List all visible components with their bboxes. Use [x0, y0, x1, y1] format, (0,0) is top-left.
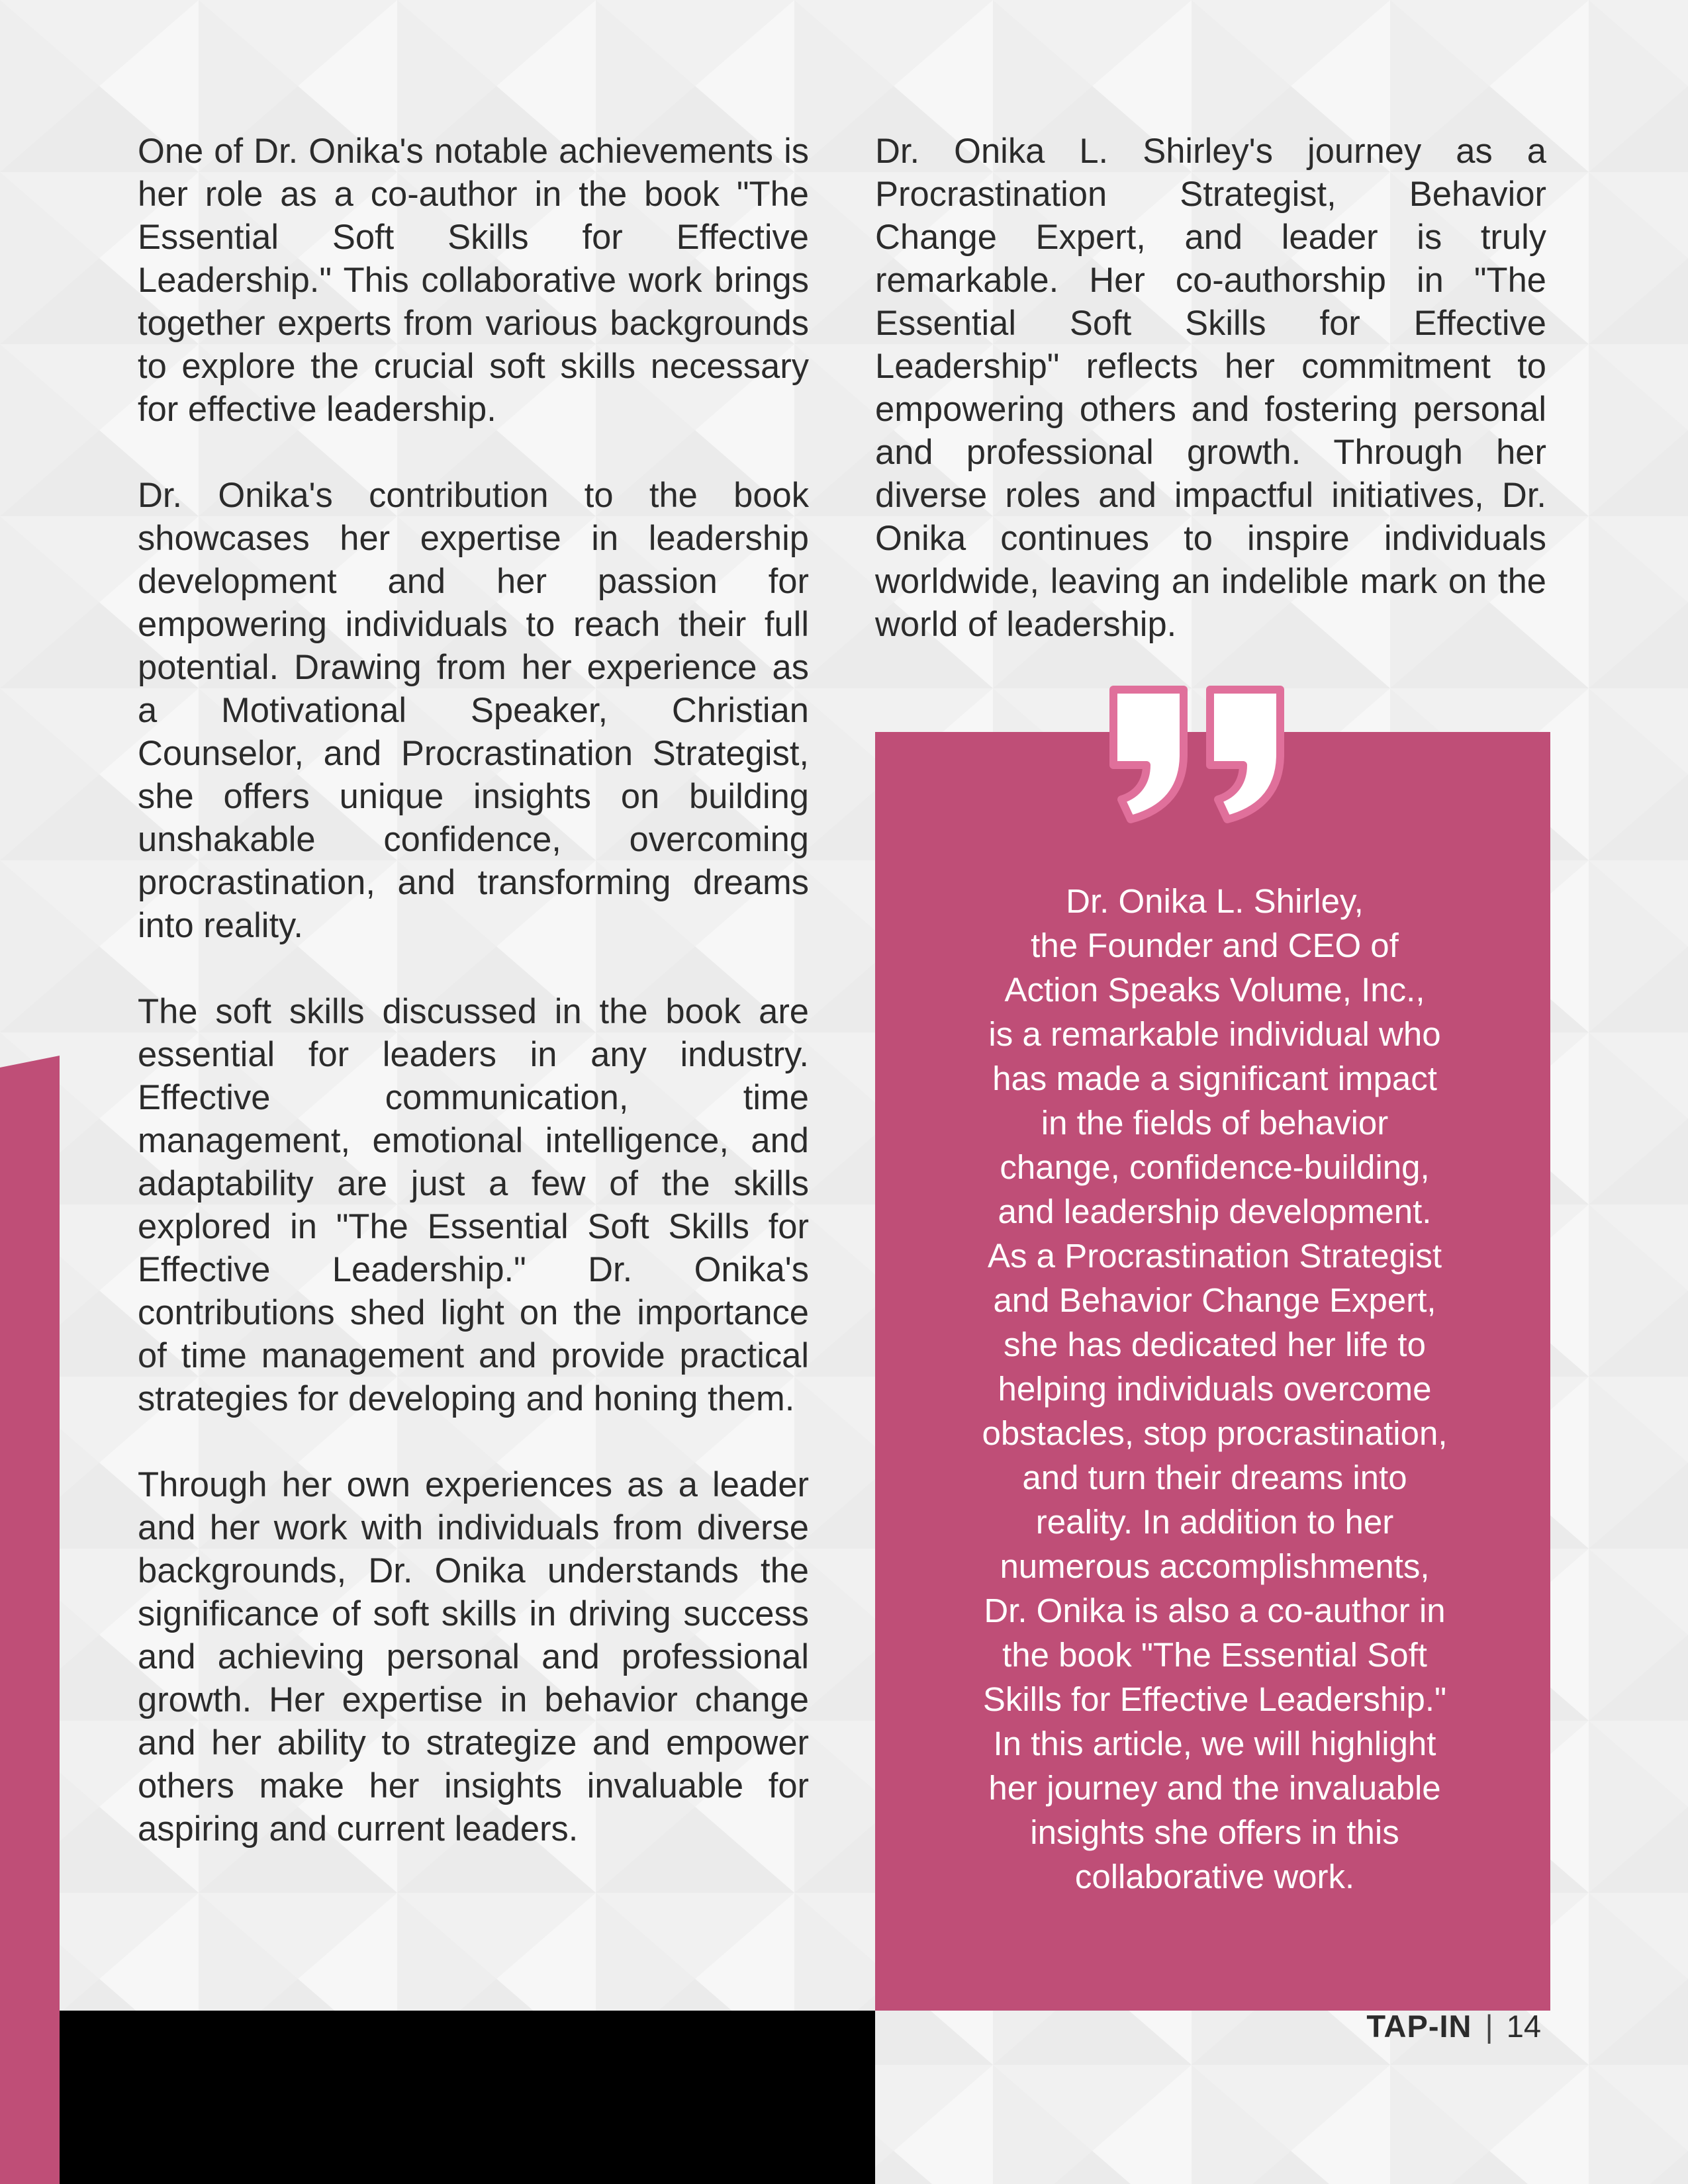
- quote-line: she has dedicated her life to: [1004, 1326, 1426, 1363]
- quote-line: and leadership development.: [998, 1193, 1432, 1230]
- quote-line: numerous accomplishments,: [1000, 1547, 1430, 1585]
- quote-line: Dr. Onika is also a co-author in: [984, 1592, 1446, 1629]
- quote-line: helping individuals overcome: [998, 1370, 1432, 1408]
- quote-line: reality. In addition to her: [1035, 1503, 1394, 1541]
- quote-line: obstacles, stop procrastination,: [982, 1414, 1448, 1452]
- quote-line: Action Speaks Volume, Inc.,: [1004, 971, 1425, 1009]
- left-paragraph-1: One of Dr. Onika's notable achievements is her role as a co-author in the book "The Essential Soft Skills for Effective Leadership." This collaborative work brings together experts from various backgrounds to explore the crucial soft skills necessary for effective leadership.: [138, 132, 809, 429]
- page-footer: [1366, 2007, 1541, 2046]
- quote-line: her journey and the invaluable: [988, 1769, 1441, 1807]
- quote-line: and Behavior Change Expert,: [993, 1281, 1436, 1319]
- quote-line: insights she offers in this: [1030, 1813, 1399, 1851]
- quote-line: the book "The Essential Soft: [1002, 1636, 1427, 1674]
- footer-brand: TAP-IN: [1366, 2009, 1472, 2044]
- left-accent-bar: [0, 1056, 60, 2184]
- footer-separator: |: [1485, 2009, 1493, 2044]
- quote-line: the Founder and CEO of: [1031, 927, 1399, 964]
- quote-line: collaborative work.: [1074, 1858, 1355, 1895]
- quote-line: Skills for Effective Leadership.": [982, 1680, 1447, 1718]
- page-number: 14: [1506, 2009, 1541, 2044]
- right-paragraph-1: Dr. Onika L. Shirley's journey as a Procrastination Strategist, Behavior Change Expert, and leader is truly remarkable. Her co-authorship in "The Essential Soft Skills for Effective Leadership" reflects her commitment to empowering others and fostering personal and professional growth. Through her diverse roles and impactful initiatives, Dr. Onika continues to inspire individuals worldwide, leaving an indelible mark on the world of leadership.: [875, 132, 1546, 644]
- left-text-column: [138, 130, 809, 1893]
- quote-line: change, confidence-building,: [1000, 1148, 1430, 1186]
- pull-quote-text: [933, 879, 1496, 1899]
- quote-mark-icon: [1105, 683, 1291, 825]
- quote-line: Dr. Onika L. Shirley,: [1066, 882, 1364, 920]
- right-text-column: [875, 130, 1546, 689]
- quote-line: has made a significant impact: [992, 1060, 1437, 1097]
- quote-line: is a remarkable individual who: [988, 1015, 1441, 1053]
- left-paragraph-3: The soft skills discussed in the book are essential for leaders in any industry. Effective communication, time management, emotional intelligence, and adaptability are just a few of the skills explored in "The Essential Soft Skills for Effective Leadership." Dr. Onika's contributions shed light on the importance of time management and provide practical strategies for developing and honing them.: [138, 992, 809, 1418]
- quote-line: and turn their dreams into: [1022, 1459, 1407, 1496]
- left-paragraph-4: Through her own experiences as a leader and her work with individuals from diverse backgrounds, Dr. Onika understands the significance of soft skills in driving success and achieving personal and professional growth. Her expertise in behavior change and her ability to strategize and empower others make her insights invaluable for aspiring and current leaders.: [138, 1465, 809, 1848]
- quote-line: in the fields of behavior: [1041, 1104, 1389, 1142]
- left-paragraph-2: Dr. Onika's contribution to the book showcases her expertise in leadership development and her passion for empowering individuals to reach their full potential. Drawing from her experience as a Motivational Speaker, Christian Counselor, and Procrastination Strategist, she offers unique insights on building unshakable confidence, overcoming procrastination, and transforming dreams into reality.: [138, 476, 809, 945]
- quote-line: In this article, we will highlight: [993, 1725, 1436, 1762]
- bottom-black-block: [60, 2011, 875, 2184]
- quote-line: As a Procrastination Strategist: [988, 1237, 1442, 1275]
